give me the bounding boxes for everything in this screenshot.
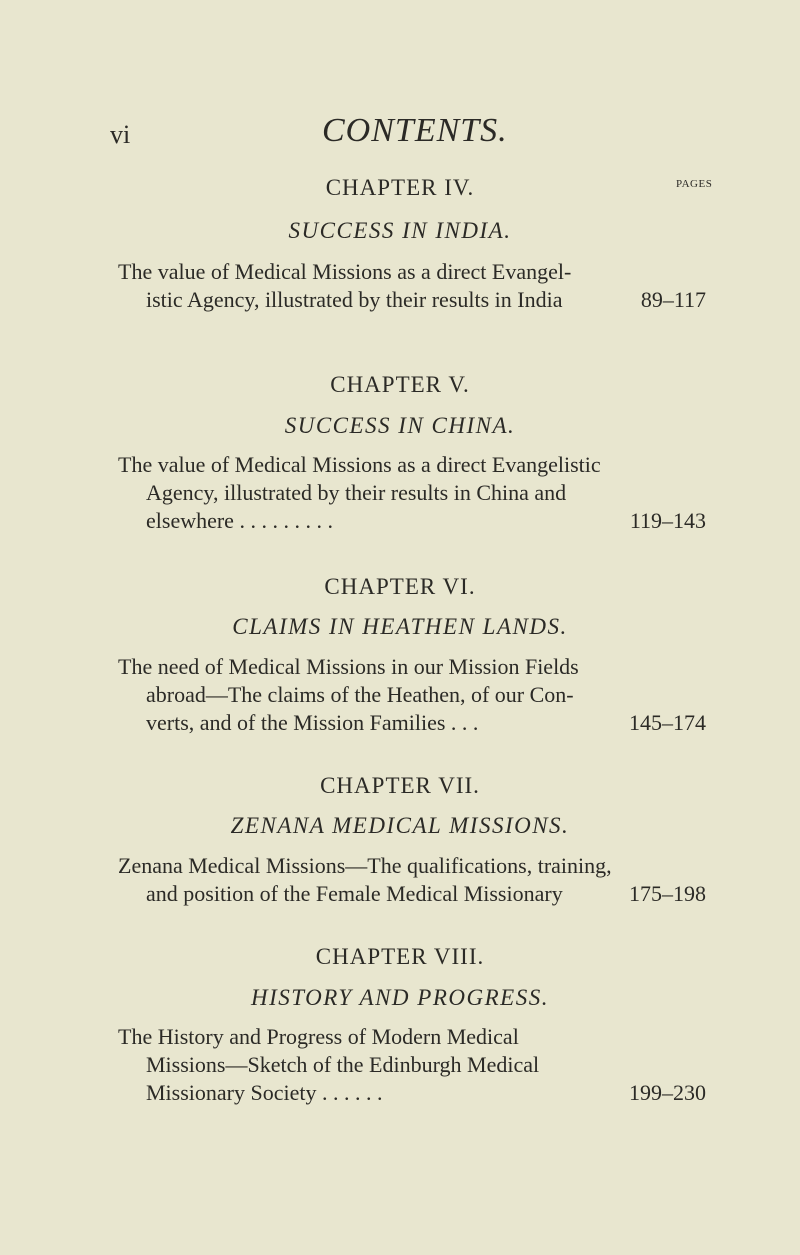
description-line: The need of Medical Missions in our Mission Fields — [118, 654, 579, 679]
description-line: Zenana Medical Missions—The qualifications, training, — [118, 853, 612, 878]
chapter-description — [118, 1023, 706, 1107]
chapter-description — [118, 653, 706, 737]
chapter-description — [118, 258, 706, 314]
chapter-heading: CHAPTER VII. — [320, 773, 480, 798]
description-line — [118, 880, 706, 908]
chapter-title: CLAIMS IN HEATHEN LANDS. — [232, 614, 568, 639]
chapter-heading: CHAPTER VI. — [324, 574, 476, 599]
description-line: Missions—Sketch of the Edinburgh Medical — [146, 1052, 540, 1077]
chapter-title: SUCCESS IN CHINA. — [284, 413, 516, 438]
chapter-heading: CHAPTER V. — [330, 372, 470, 397]
pages-column-label: PAGES — [676, 178, 713, 190]
description-line: The History and Progress of Modern Medical — [118, 1024, 519, 1049]
page-number: vi — [110, 120, 131, 149]
description-line-text: verts, and of the Mission Families . . . — [146, 710, 479, 735]
description-line: Agency, illustrated by their results in China and — [146, 480, 567, 505]
description-line-text: and position of the Female Medical Missionary — [146, 881, 563, 906]
page-range: 199–230 — [629, 1080, 706, 1105]
chapter-heading: CHAPTER VIII. — [315, 944, 485, 969]
running-header — [0, 112, 800, 152]
running-title: CONTENTS. — [322, 112, 508, 149]
description-line — [118, 507, 706, 535]
chapter-description — [118, 451, 706, 535]
chapter-title: ZENANA MEDICAL MISSIONS. — [230, 813, 570, 838]
description-line: The value of Medical Missions as a direct Evangel- — [118, 259, 572, 284]
description-line-text: Missionary Society . . . . . . — [146, 1080, 383, 1105]
description-line-text: elsewhere . . . . . . . . . — [146, 508, 333, 533]
description-line — [118, 1079, 706, 1107]
description-line — [118, 709, 706, 737]
description-line — [118, 286, 706, 314]
page-range: 89–117 — [640, 287, 706, 312]
chapter-description — [118, 852, 706, 908]
page-range: 145–174 — [629, 710, 706, 735]
description-line-text: istic Agency, illustrated by their results in India — [146, 287, 563, 312]
chapter-title: HISTORY AND PROGRESS. — [251, 985, 549, 1010]
chapter-title: SUCCESS IN INDIA. — [288, 218, 512, 243]
description-line: The value of Medical Missions as a direct Evangelistic — [118, 452, 601, 477]
page-range: 119–143 — [629, 508, 706, 533]
chapter-heading: CHAPTER IV. — [325, 175, 475, 200]
description-line: abroad—The claims of the Heathen, of our Con- — [146, 682, 574, 707]
page-range: 175–198 — [629, 881, 706, 906]
